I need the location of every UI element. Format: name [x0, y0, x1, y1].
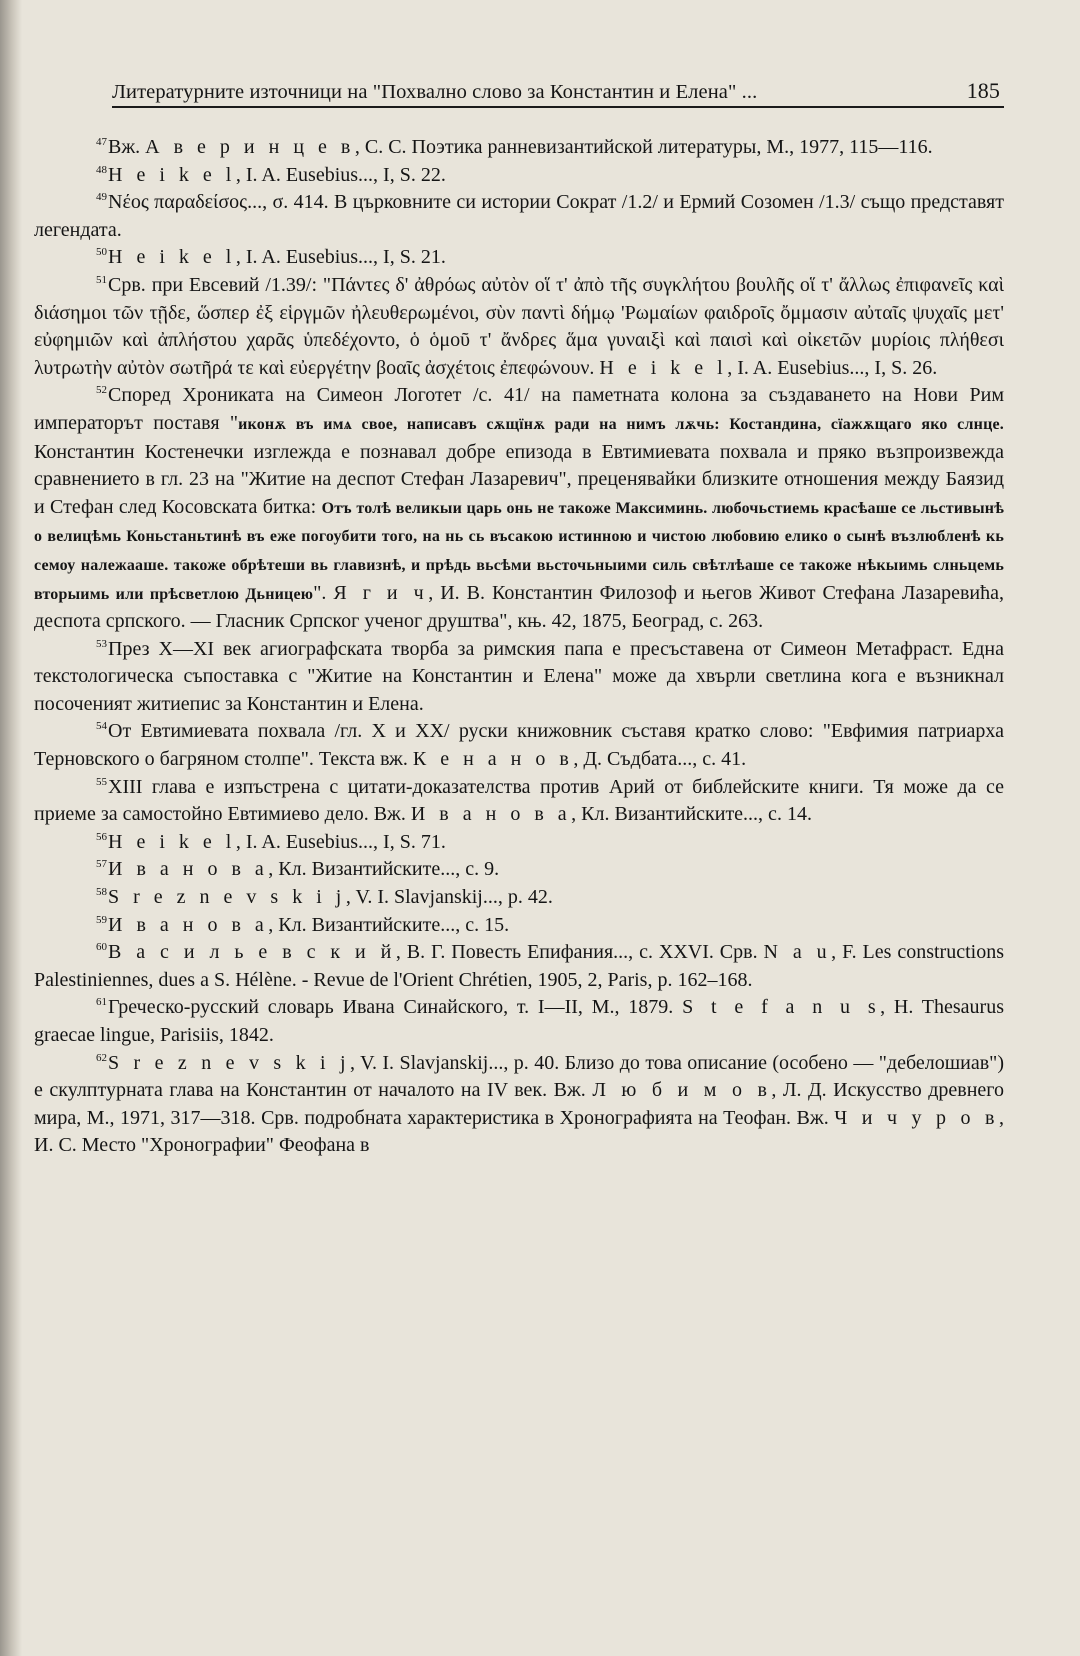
- author-name: И в а н о в а: [108, 913, 269, 936]
- footnote-text: , Л. Д. Искусство древнего мира, М., 1971, 317—318. Срв. подробната характеристика в Хронографията на Теофан. Вж.: [34, 1079, 1005, 1129]
- author-name: S r e z n e v s k i j: [108, 886, 346, 909]
- footnote-text: , И. В. Константин Филозоф и његов Живот Стефана Лазаревића, деспота српского. — Гласник Српског ученог друштва", књ. 42, 1875, Београд, с. 263.: [34, 581, 1005, 633]
- footnote-56: [34, 829, 1004, 857]
- author-name: К е н а н о в: [412, 748, 574, 771]
- footnote-text: , В. Г. Повесть Епифания..., с. XXVI. Срв.: [395, 941, 764, 964]
- footnote-number: 51: [96, 273, 107, 286]
- footnote-number: 59: [96, 913, 107, 926]
- running-header: [112, 78, 1008, 104]
- footnote-number: 55: [96, 775, 107, 788]
- footnote-text: , I. A. Eusebius..., I, S. 22.: [235, 163, 446, 186]
- author-name: H e i k e l: [599, 356, 728, 379]
- footnote-53: [34, 636, 1004, 719]
- page-number: 185: [966, 78, 1000, 103]
- footnote-text: , I. A. Eusebius..., I, S. 21.: [235, 246, 446, 269]
- footnote-number: 49: [96, 191, 107, 204]
- footnote-51: [34, 272, 1004, 382]
- footnote-55: [34, 774, 1004, 829]
- footnote-text: , H. Thesaurus graecae lingue, Parisiis, 1842.: [34, 996, 1004, 1046]
- author-name: N a u: [763, 941, 832, 964]
- footnote-text: ".: [313, 581, 334, 604]
- footnote-text: Според Хрониката на Симеон Логотет /с. 41/ на паметната колона за създаването на Нови Рим императорът поставя ": [34, 384, 1004, 434]
- author-name: H e i k e l: [108, 163, 236, 186]
- old-slavonic-quote: иконѫ въ имѧ свое, написавъ сѫщїнѫ ради на нимъ лѫчь: Костандина, сїажѫщаго яко слнце.: [238, 415, 1005, 433]
- author-name: H e i k e l: [108, 830, 236, 853]
- footnote-47: [34, 134, 1004, 162]
- author-name: S t e f a n u s: [682, 996, 881, 1019]
- footnote-52: [34, 382, 1004, 635]
- footnote-text: Греческо-русский словарь Ивана Синайского, т. I—II, М., 1879.: [108, 996, 683, 1019]
- author-name: И в а н о в а: [108, 858, 269, 881]
- footnote-text: , V. I. Slavjanskij..., p. 42.: [345, 886, 553, 909]
- footnote-text: , И. С. Место "Хронографии" Феофана в: [34, 1106, 1004, 1157]
- footnote-text: Вж.: [108, 136, 146, 158]
- footnote-text: XIII глава е изпъстрена с цитати-доказателства против Арий от библейските книги. Тя може да се приеме за самостойно Евтимиево дело. Вж.: [34, 775, 1004, 826]
- page-edge-shadow: [0, 0, 22, 1656]
- footnote-text: Νέος παραδείσος..., σ. 414. В църковните си истории Сократ /1.2/ и Ермий Созомен /1.3/ също представят легендата.: [34, 191, 1004, 241]
- footnote-58: [34, 884, 1004, 912]
- footnotes-block: [34, 134, 1004, 1160]
- running-title: Литературните източници на "Похвално слово за Константин и Елена" ...: [112, 81, 758, 103]
- footnote-text: , Д. Съдбата..., с. 41.: [573, 748, 747, 771]
- footnote-48: [34, 162, 1004, 190]
- footnote-number: 50: [96, 246, 107, 259]
- old-slavonic-quote: Отъ толѣ великыи царь онь не такоже Максиминь. любочьстиемь красѣаше се льстивынѣ о велицѣмь Коньстаньтинѣ въ еже погоубити того, на нь сь въсакою истинною и чистою любовию елико о сынѣ възлюбленѣ кь семоу належааше. такоже обрѣтеши вь главизнѣ, и прѣдь вьсѣми вьсточьныими силь свѣтлѣаше се такоже нѣкыимь слньцемь вторыимь или прѣсветлою Дьницею: [34, 499, 1004, 603]
- footnote-50: [34, 244, 1004, 272]
- footnote-number: 62: [96, 1051, 107, 1064]
- footnote-number: 57: [96, 858, 107, 871]
- footnote-number: 52: [96, 384, 107, 397]
- author-name: А в е р и н ц е в: [145, 136, 355, 158]
- footnote-text: , С. С. Поэтика ранневизантийской литературы, М., 1977, 115—116.: [354, 136, 933, 158]
- footnote-59: [34, 912, 1004, 940]
- author-name: S r e z n e v s k i j: [108, 1051, 351, 1074]
- footnote-text: , V. I. Slavjanskij..., p. 40. Близо до това описание (особено — "дебелошиав") е скулптурната глава на Константин от началото на IV век. Вж.: [34, 1051, 1004, 1102]
- footnote-54: [34, 718, 1004, 773]
- footnote-61: [34, 994, 1004, 1049]
- footnote-60: [34, 939, 1004, 994]
- header-rule: [112, 106, 1004, 108]
- author-name: В а с и л ь е в с к и й: [108, 941, 396, 964]
- footnote-text: , Кл. Византийските..., с. 15.: [268, 913, 510, 936]
- footnote-text: През X—XI век агиографската творба за римския папа е пресъставена от Симеон Метафраст. Една текстологическа съпоставка с "Житие на Константин и Елена" може да хвърли светлина кога е възникнал посоченият житиепис за Константин и Елена.: [34, 637, 1004, 715]
- footnote-text: Срв. при Евсевий /1.39/: "Πάντες δ' ἀθρόως αὐτὸν οἵ τ' ἀπὸ τῆς συγκλήτου βουλῆς οἵ τ' ἄλλως ἐπιφανεῖς καὶ διάσημοι τῶν τῇδε, ὥσπερ ἐξ εἱργμῶν ἠλευθερωμένοι, σὺν παντὶ δήμῳ 'Ρωμαίων φαιδροῖς ὄμμασιν αὐταῖς ψυχαῖς μετ' εὐφημιῶν καὶ ἀπλήστου χαρᾶς ὑπεδέχοντο, ὁ ὁμοῦ τ' ἄνδρες ἅμα γυναιξὶ καὶ παισὶ καὶ οἰκετῶν μυρίοις πλήθεσι λυτρωτὴν αὐτὸν σωτῆρά τε καὶ εὐεργέτην βοαῖς ἀσχέτοις ἐπεφώνουν.: [34, 273, 1004, 379]
- author-name: Л ю б и м о в: [592, 1079, 772, 1102]
- footnote-62: [34, 1050, 1004, 1160]
- footnote-number: 53: [96, 637, 107, 650]
- footnote-text: От Евтимиевата похвала /гл. X и XX/ руски книжовник съставя кратко слово: "Евфимия патриарха Терновского о багряном столпе". Текста вж.: [34, 720, 1004, 771]
- footnote-number: 61: [96, 996, 107, 1009]
- footnote-text: , I. A. Eusebius..., I, S. 26.: [727, 356, 938, 379]
- footnote-57: [34, 856, 1004, 884]
- author-name: И в а н о в а: [410, 803, 572, 826]
- footnote-number: 47: [96, 136, 107, 148]
- footnote-number: 54: [96, 720, 107, 733]
- footnote-number: 60: [96, 941, 107, 954]
- author-name: H e i k e l: [108, 246, 236, 269]
- footnote-number: 58: [96, 886, 107, 899]
- author-name: Ч и ч у р о в: [834, 1106, 999, 1129]
- footnote-number: 48: [96, 163, 107, 176]
- footnote-text: , F. Les constructions Palestiniennes, dues a S. Hélène. - Revue de l'Orient Chrétien, 1905, 2, Paris, p. 162–168.: [34, 941, 1004, 991]
- footnote-number: 56: [96, 830, 107, 843]
- footnote-text: , I. A. Eusebius..., I, S. 71.: [235, 830, 446, 853]
- footnote-text: , Кл. Византийските..., с. 14.: [571, 803, 812, 826]
- footnote-text: , Кл. Византийските..., с. 9.: [268, 858, 500, 881]
- footnote-49: [34, 189, 1004, 244]
- author-name: Я г и ч: [333, 581, 429, 604]
- footnote-text: Константин Костенечки изглежда е познавал добре епизода в Евтимиевата похвала и пряко възпроизвежда сравнението в гл. 23 на "Житие на деспот Стефан Лазаревич", преценявайки близките отношения между Баязид и Стефан след Косовската битка:: [34, 440, 1004, 518]
